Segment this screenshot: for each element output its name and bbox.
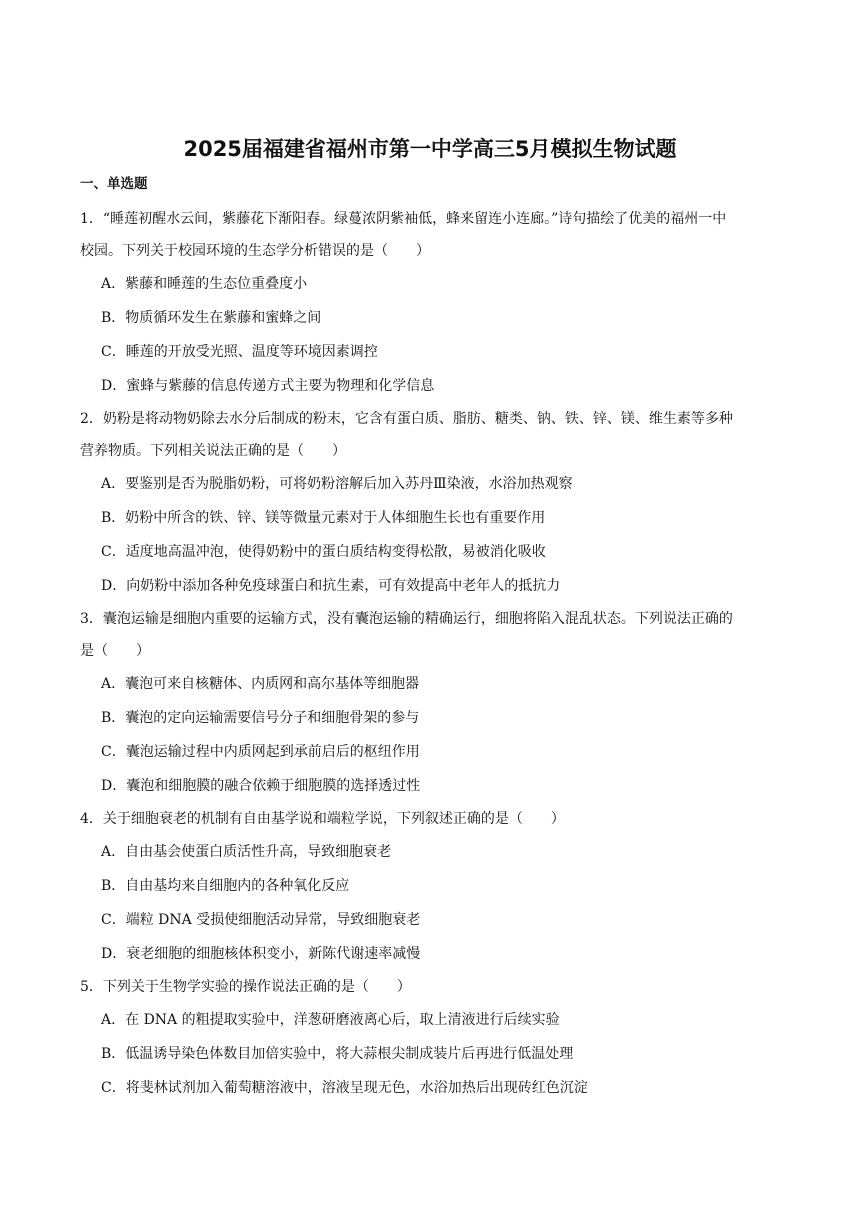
question-stem-text: 是（ ） (80, 643, 150, 659)
option-b (80, 869, 780, 903)
option-text: 要鉴别是否为脱脂奶粉，可将奶粉溶解后加入苏丹Ⅲ染液，水浴加热观察 (125, 476, 573, 492)
question-stem-text: 下列关于生物学实验的操作说法正确的是（ ） (102, 979, 411, 995)
option-c (80, 535, 780, 569)
option-text: 囊泡运输过程中内质网起到承前启后的枢纽作用 (125, 744, 420, 760)
option-d (80, 369, 780, 403)
option-text: 在 DNA 的粗提取实验中，洋葱研磨液离心后，取上清液进行后续实验 (125, 1012, 560, 1028)
option-a (80, 1003, 780, 1037)
question-stem-line (80, 403, 780, 435)
question-stem-line (80, 203, 780, 235)
question-number: 4． (80, 811, 103, 827)
option-text: 端粒 DNA 受损使细胞活动异常，导致细胞衰老 (125, 912, 421, 928)
option-b (80, 301, 780, 335)
option-letter: C． (101, 744, 126, 760)
question-number: 3． (80, 611, 103, 627)
question-list (80, 203, 780, 1105)
question-1 (80, 203, 780, 403)
option-text: 衰老细胞的细胞核体积变小，新陈代谢速率减慢 (126, 946, 421, 962)
option-d (80, 569, 780, 603)
option-text: 向奶粉中添加各种免疫球蛋白和抗生素，可有效提高中老年人的抵抗力 (126, 578, 561, 594)
option-text: 囊泡的定向运输需要信号分子和细胞骨架的参与 (125, 710, 420, 726)
option-letter: B． (101, 710, 126, 726)
option-letter: D． (101, 778, 127, 794)
question-number: 1． (80, 211, 103, 227)
question-stem-text: 囊泡运输是细胞内重要的运输方式，没有囊泡运输的精确运行，细胞将陷入混乱状态。下列说法正确的 (102, 611, 733, 627)
question-stem-line (80, 635, 780, 667)
question-3 (80, 603, 780, 803)
option-text: 囊泡可来自核糖体、内质网和高尔基体等细胞器 (125, 676, 420, 692)
option-a (80, 467, 780, 501)
option-text: 适度地高温冲泡，使得奶粉中的蛋白质结构变得松散，易被消化吸收 (125, 544, 546, 560)
question-stem-text: “睡莲初醒水云间，紫藤花下渐阳春。绿蔓浓阴紫袖低，蜂来留连小连廊。”诗句描绘了优美的福州一中 (102, 211, 727, 227)
option-c (80, 735, 780, 769)
question-number: 5． (80, 979, 103, 995)
option-text: 蜜蜂与紫藤的信息传递方式主要为物理和化学信息 (126, 378, 435, 394)
option-text: 奶粉中所含的铁、锌、镁等微量元素对于人体细胞生长也有重要作用 (125, 510, 546, 526)
option-letter: D． (101, 578, 127, 594)
option-letter: A． (101, 844, 126, 860)
option-letter: C． (101, 1080, 126, 1096)
option-b (80, 701, 780, 735)
option-text: 物质循环发生在紫藤和蜜蜂之间 (125, 310, 322, 326)
question-stem-line (80, 803, 780, 835)
option-letter: A． (101, 1012, 126, 1028)
option-text: 低温诱导染色体数目加倍实验中，将大蒜根尖制成装片后再进行低温处理 (125, 1046, 574, 1062)
option-a (80, 267, 780, 301)
option-text: 自由基会使蛋白质活性升高，导致细胞衰老 (125, 844, 392, 860)
section-heading: 一、单选题 (80, 176, 148, 192)
option-letter: B． (101, 1046, 126, 1062)
option-letter: B． (101, 510, 126, 526)
option-d (80, 937, 780, 971)
option-text: 将斐林试剂加入葡萄糖溶液中，溶液呈现无色，水浴加热后出现砖红色沉淀 (125, 1080, 588, 1096)
question-stem-line (80, 971, 780, 1003)
option-d (80, 769, 780, 803)
page-title: 2025届福建省福州市第一中学高三5月模拟生物试题 (183, 137, 677, 161)
option-letter: A． (101, 476, 126, 492)
option-b (80, 501, 780, 535)
question-stem-text: 关于细胞衰老的机制有自由基学说和端粒学说，下列叙述正确的是（ ） (102, 811, 565, 827)
question-stem-line (80, 435, 780, 467)
question-stem-text: 营养物质。下列相关说法正确的是（ ） (80, 443, 346, 459)
option-text: 睡莲的开放受光照、温度等环境因素调控 (125, 344, 378, 360)
question-5 (80, 971, 780, 1105)
option-letter: B． (101, 310, 126, 326)
option-a (80, 835, 780, 869)
option-letter: A． (101, 276, 126, 292)
question-stem-text: 校园。下列关于校园环境的生态学分析错误的是（ ） (80, 243, 430, 259)
option-a (80, 667, 780, 701)
question-stem-text: 奶粉是将动物奶除去水分后制成的粉末，它含有蛋白质、脂肪、糖类、钠、铁、锌、镁、维生素等多种 (102, 411, 733, 427)
option-letter: A． (101, 676, 126, 692)
option-letter: C． (101, 912, 126, 928)
question-2 (80, 403, 780, 603)
option-letter: B． (101, 878, 126, 894)
option-letter: C． (101, 344, 126, 360)
option-c (80, 335, 780, 369)
option-letter: D． (101, 378, 127, 394)
option-c (80, 903, 780, 937)
question-4 (80, 803, 780, 971)
option-c (80, 1071, 780, 1105)
question-stem-line (80, 603, 780, 635)
option-text: 紫藤和睡莲的生态位重叠度小 (125, 276, 308, 292)
option-text: 自由基均来自细胞内的各种氧化反应 (125, 878, 350, 894)
question-stem-line (80, 235, 780, 267)
option-b (80, 1037, 780, 1071)
option-letter: C． (101, 544, 126, 560)
question-number: 2． (80, 411, 103, 427)
option-letter: D． (101, 946, 127, 962)
option-text: 囊泡和细胞膜的融合依赖于细胞膜的选择透过性 (126, 778, 421, 794)
